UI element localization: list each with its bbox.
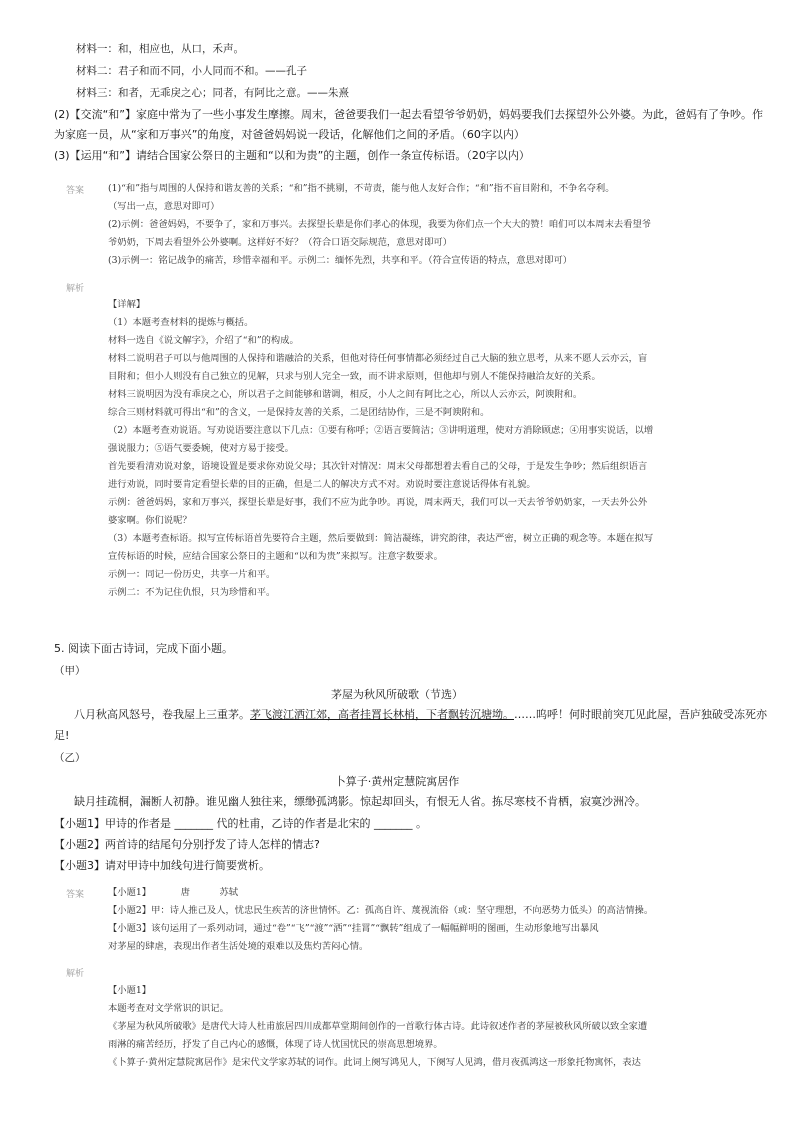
q5-answer-line: 【小题3】该句运用了一系列动词，通过“卷”“飞”“渡”“洒”“挂罥”“飘转”组成了一幅幅鲜明的图画，生动形象地写出暴风 — [108, 923, 599, 934]
q5-analysis-line: 【小题1】 — [108, 985, 152, 996]
q5-sub2: 【小题2】两首诗的结尾句分别抒发了诗人怎样的情志? — [54, 838, 320, 851]
poem1-text-a: 八月秋高风怒号，卷我屋上三重茅。 — [74, 708, 250, 721]
q4-answer-line: (3)示例一：铭记战争的痛苦，珍惜幸福和平。示例二：缅怀先烈，共享和平。（符合宣传语的特点，意思对即可） — [108, 255, 573, 266]
q5-analysis-line: 《茅屋为秋风所破歌》是唐代大诗人杜甫旅居四川成都草堂期间创作的一首歌行体古诗。此诗叙述作者的茅屋被秋风所破以致全家遭 — [108, 1021, 648, 1032]
q4-analysis-line: 示例：爸爸妈妈，家和万事兴，探望长辈是好事，我们不应为此争吵。再说，周末两天，我们可以一天去爷爷奶奶家，一天去外公外 — [108, 497, 648, 508]
material-three: 材料三：和者，无乖戾之心；同者，有阿比之意。——朱熹 — [76, 87, 349, 99]
q4-part2-line1: (2)【交流“和”】家庭中常为了一些小事发生摩擦。周末，爸爸要我们一起去看望爷爷奶奶，妈妈要我们去探望外公外婆。为此，爸妈有了争吵。作 — [54, 108, 763, 121]
q4-part2-line2: 为家庭一员，从“家和万事兴”的角度，对爸爸妈妈说一段话，化解他们之间的矛盾。（60字以内） — [54, 128, 525, 141]
q4-analysis-line: 婆家啊。你们说呢？ — [108, 515, 192, 526]
q4-analysis-line: 目附和；但小人则没有自己独立的见解，只求与别人完全一致，而不讲求原则，但他却与别人不能保持融洽友好的关系。 — [108, 371, 601, 382]
q5-analysis-line: 雨淋的痛苦经历，抒发了自己内心的感慨，体现了诗人忧国忧民的崇高思想境界。 — [108, 1039, 443, 1050]
poem2-text: 缺月挂疏桐，漏断人初静。谁见幽人独往来，缥缈孤鸿影。惊起却回头，有恨无人省。拣尽寒枝不肯栖，寂寞沙洲冷。 — [74, 795, 646, 808]
q5-answer-line: 对茅屋的肆虐，表现出作者生活处境的艰难以及焦灼苦闷心情。 — [108, 941, 369, 952]
material-one: 材料一：和，相应也，从口，禾声。 — [76, 43, 244, 55]
poem-yi-marker: （乙） — [54, 752, 86, 764]
q4-analysis-line: 强说服力；⑤语气要委婉，使对方易于接受。 — [108, 443, 294, 454]
material-two: 材料二：君子和而不同，小人同而不和。——孔子 — [76, 65, 307, 77]
q4-analysis-line: （1）本题考查材料的提炼与概括。 — [108, 317, 254, 328]
q4-analysis-line: 材料三说明因为没有乖戾之心，所以君子之间能够和谐调，相反，小人之间有阿比之心，所以人云亦云，阿谀附和。 — [108, 389, 583, 400]
q4-analysis-line: 示例一：同记一份历史，共享一片和平。 — [108, 569, 276, 580]
answer-label: 答案 — [66, 890, 85, 900]
poem2-title: 卜算子·黄州定慧院寓居作 — [334, 775, 460, 788]
q4-analysis-line: 材料二说明君子可以与他周围的人保持和谐融洽的关系，但他对待任何事情都必须经过自己大脑的独立思考，从来不愿人云亦云，盲 — [108, 353, 648, 364]
poem1-text-b: ……呜呼！何时眼前突兀见此屋，吾庐独破受冻死亦 — [514, 708, 767, 721]
q4-analysis-line: 宣传标语的时候，应结合国家公祭日的主题和“以和为贵”来拟写。注意字数要求。 — [108, 551, 443, 562]
q4-analysis-line: 示例二：不为记住仇恨，只为珍惜和平。 — [108, 587, 276, 598]
q5-sub1: 【小题1】甲诗的作者是 _______ 代的杜甫，乙诗的作者是北宋的 _______ 。 — [54, 817, 427, 830]
q4-part3: (3)【运用“和”】请结合国家公祭日的主题和“以和为贵”的主题，创作一条宣传标语。（20字以内） — [54, 149, 530, 162]
q4-analysis-line: 【详解】 — [108, 299, 146, 310]
q4-answer-line: (2)示例：爸爸妈妈，不要争了，家和万事兴。去探望长辈是你们孝心的体现，我要为你们点一个大大的赞！咱们可以本周末去看望爷 — [108, 219, 652, 230]
q5-answer-line: 【小题2】甲：诗人推己及人，忧忠民生疾苦的济世情怀。乙：孤高自许、蔑视流俗（或：坚守理想，不向恶势力低头）的高洁情操。 — [108, 905, 654, 916]
q4-analysis-line: 进行劝说，同时要肯定看望长辈的目的正确，但是二人的解决方式不对。劝说时要注意说话得体有礼貌。 — [108, 479, 536, 490]
q5-analysis-line: 《卜算子·黄州定慧院寓居作》是宋代文学家苏轼的词作。此词上阕写鸿见人，下阕写人见鸿，借月夜孤鸿这一形象托物寓怀，表达 — [108, 1057, 641, 1068]
analysis-label: 解析 — [66, 284, 85, 294]
analysis-label: 解析 — [66, 969, 85, 979]
q4-answer-line: (1)“和”指与周围的人保持和谐友善的关系；“和”指不挑剔，不苛责，能与他人友好合作；“和”指不盲目附和，不争名夺利。 — [108, 183, 615, 194]
q5-analysis-line: 本题考查对文学常识的识记。 — [108, 1003, 229, 1014]
q5-heading: 5. 阅读下面古诗词，完成下面小题。 — [54, 642, 233, 655]
answer-label: 答案 — [66, 186, 85, 196]
poem1-line — [74, 708, 767, 722]
poem1-line-end: 足! — [54, 729, 70, 742]
poem-jia-marker: （甲） — [54, 665, 86, 677]
q4-answer-line: 爷奶奶，下周去看望外公外婆啊。这样好不好？（符合口语交际规范，意思对即可） — [108, 237, 452, 248]
q5-sub3: 【小题3】请对甲诗中加线句进行简要赏析。 — [54, 859, 270, 872]
q5-answer-line: 【小题1】 唐 苏轼 — [108, 887, 239, 898]
poem1-title: 茅屋为秋风所破歌（节选） — [331, 688, 463, 701]
q4-analysis-line: 材料一选自《说文解字》，介绍了“和”的构成。 — [108, 335, 299, 346]
q4-answer-line: （写出一点，意思对即可） — [108, 201, 220, 212]
q4-analysis-line: 首先要看清劝说对象，语境设置是要求你劝说父母；其次针对情况：周末父母都想着去看自己的父母，于是发生争吵；然后组织语言 — [108, 461, 648, 472]
q4-analysis-line: 综合三则材料就可得出“和”的含义，一是保持友善的关系，二是团结协作，三是不阿谀附和。 — [108, 407, 490, 418]
q4-analysis-line: （3）本题考查标语。拟写宣传标语首先要符合主题，然后要做到：简洁凝练，讲究韵律，表达严密，树立正确的观念等。本题在拟写 — [108, 533, 654, 544]
q4-analysis-line: （2）本题考查劝说语。写劝说语要注意以下几点：①要有称呼；②语言要简洁；③讲明道理，使对方消除顾虑；④用事实说话，以增 — [108, 425, 654, 436]
poem1-underlined-sentence: 茅飞渡江洒江郊，高者挂罥长林梢，下者飘转沉塘坳。 — [250, 708, 514, 721]
